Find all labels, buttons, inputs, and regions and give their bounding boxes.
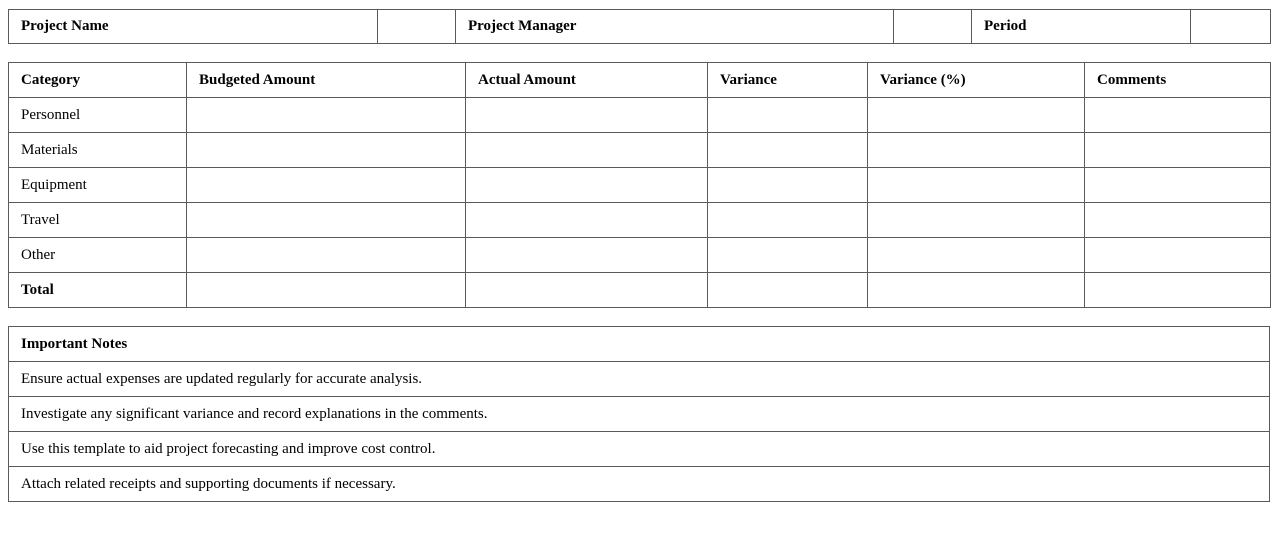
- actual-amount-cell[interactable]: [466, 98, 708, 133]
- project-info-table: [8, 9, 1271, 44]
- variance-pct-cell[interactable]: [868, 238, 1085, 273]
- note-item: Use this template to aid project forecasting and improve cost control.: [9, 432, 1270, 467]
- variance-pct-cell[interactable]: [868, 203, 1085, 238]
- comments-cell[interactable]: [1085, 133, 1271, 168]
- comments-cell[interactable]: [1085, 98, 1271, 133]
- note-row: [9, 467, 1270, 502]
- period-field[interactable]: [1191, 10, 1271, 44]
- category-cell: Personnel: [9, 98, 187, 133]
- budget-table: [8, 62, 1271, 308]
- note-item: Ensure actual expenses are updated regularly for accurate analysis.: [9, 362, 1270, 397]
- column-header-variance-pct: Variance (%): [868, 63, 1085, 98]
- column-header-category: Category: [9, 63, 187, 98]
- comments-cell[interactable]: [1085, 168, 1271, 203]
- project-manager-field[interactable]: [894, 10, 972, 44]
- note-item: Attach related receipts and supporting documents if necessary.: [9, 467, 1270, 502]
- actual-amount-cell[interactable]: [466, 133, 708, 168]
- actual-amount-cell[interactable]: [466, 203, 708, 238]
- period-label: Period: [972, 10, 1191, 44]
- variance-pct-total-cell[interactable]: [868, 273, 1085, 308]
- actual-amount-total-cell[interactable]: [466, 273, 708, 308]
- budgeted-amount-cell[interactable]: [187, 168, 466, 203]
- table-row: [9, 168, 1271, 203]
- actual-amount-cell[interactable]: [466, 168, 708, 203]
- comments-cell[interactable]: [1085, 203, 1271, 238]
- notes-header-row: [9, 327, 1270, 362]
- category-cell: Equipment: [9, 168, 187, 203]
- variance-cell[interactable]: [708, 238, 868, 273]
- project-name-field[interactable]: [378, 10, 456, 44]
- column-header-variance: Variance: [708, 63, 868, 98]
- category-cell: Materials: [9, 133, 187, 168]
- comments-total-cell[interactable]: [1085, 273, 1271, 308]
- table-row: [9, 203, 1271, 238]
- variance-cell[interactable]: [708, 168, 868, 203]
- variance-pct-cell[interactable]: [868, 98, 1085, 133]
- project-manager-label: Project Manager: [456, 10, 894, 44]
- table-row: [9, 238, 1271, 273]
- total-label: Total: [9, 273, 187, 308]
- column-header-comments: Comments: [1085, 63, 1271, 98]
- project-info-row: [9, 10, 1271, 44]
- budgeted-amount-total-cell[interactable]: [187, 273, 466, 308]
- important-notes-table: [8, 326, 1270, 502]
- variance-total-cell[interactable]: [708, 273, 868, 308]
- variance-cell[interactable]: [708, 203, 868, 238]
- variance-cell[interactable]: [708, 133, 868, 168]
- note-row: [9, 397, 1270, 432]
- column-header-actual-amount: Actual Amount: [466, 63, 708, 98]
- variance-pct-cell[interactable]: [868, 133, 1085, 168]
- comments-cell[interactable]: [1085, 238, 1271, 273]
- note-row: [9, 432, 1270, 467]
- notes-title: Important Notes: [9, 327, 1270, 362]
- budgeted-amount-cell[interactable]: [187, 203, 466, 238]
- actual-amount-cell[interactable]: [466, 238, 708, 273]
- table-header-row: [9, 63, 1271, 98]
- note-row: [9, 362, 1270, 397]
- total-row: [9, 273, 1271, 308]
- note-item: Investigate any significant variance and record explanations in the comments.: [9, 397, 1270, 432]
- budgeted-amount-cell[interactable]: [187, 98, 466, 133]
- category-cell: Travel: [9, 203, 187, 238]
- table-row: [9, 133, 1271, 168]
- project-name-label: Project Name: [9, 10, 378, 44]
- category-cell: Other: [9, 238, 187, 273]
- budgeted-amount-cell[interactable]: [187, 238, 466, 273]
- variance-pct-cell[interactable]: [868, 168, 1085, 203]
- column-header-budgeted-amount: Budgeted Amount: [187, 63, 466, 98]
- table-row: [9, 98, 1271, 133]
- variance-cell[interactable]: [708, 98, 868, 133]
- budgeted-amount-cell[interactable]: [187, 133, 466, 168]
